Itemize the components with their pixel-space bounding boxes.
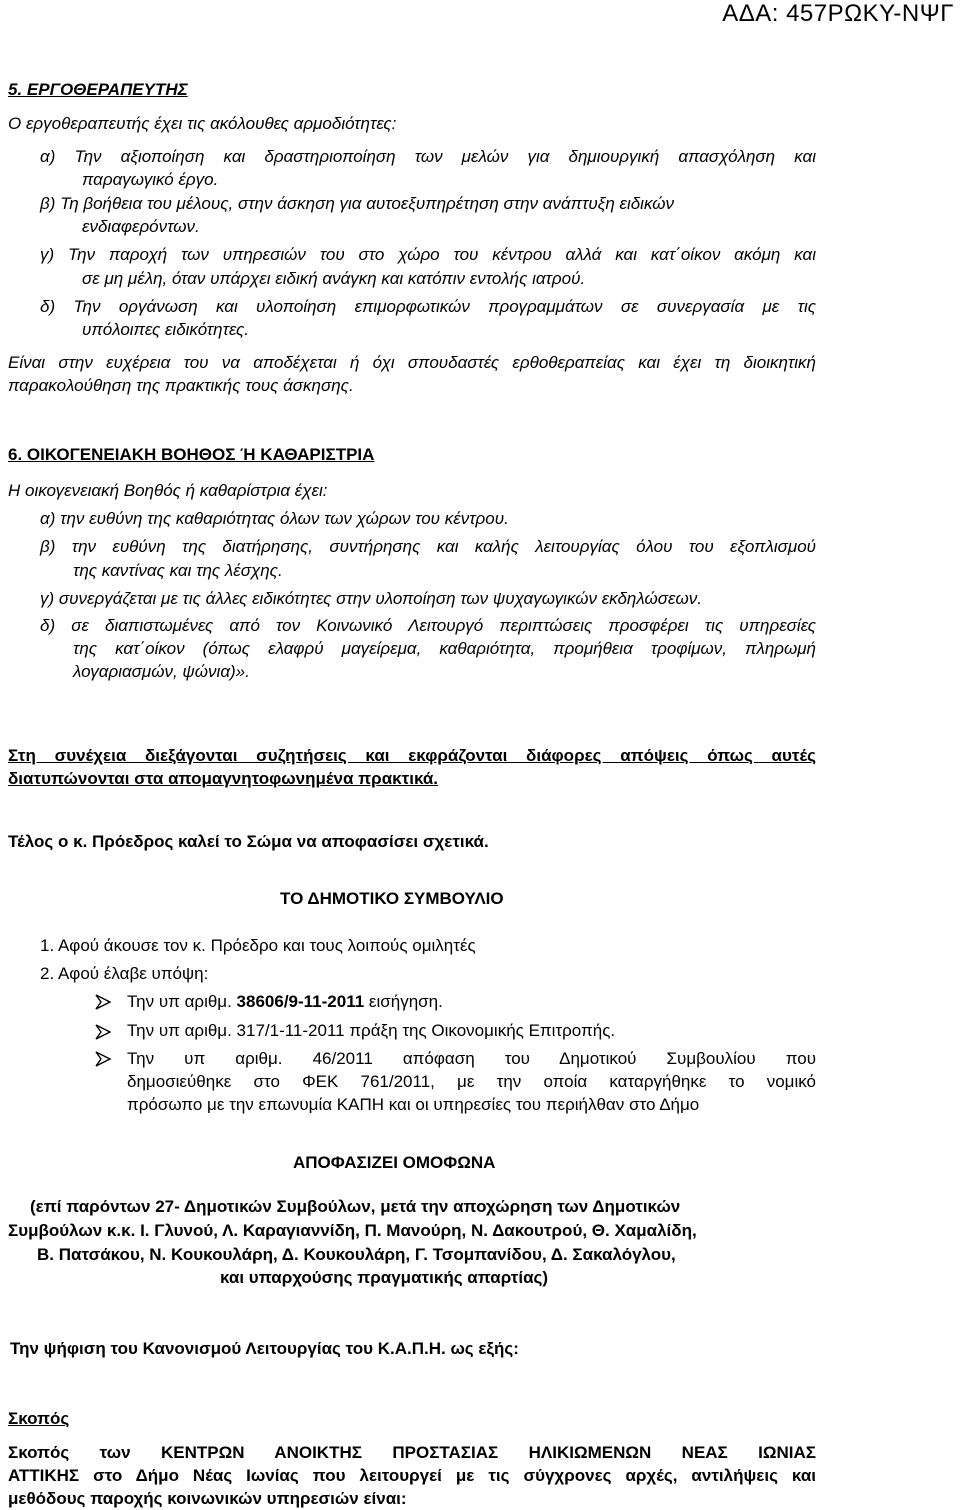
- bullet-1-text-pre: Την υπ αριθμ.: [127, 992, 237, 1011]
- section-5-item-c-line2: σε μη μέλη, όταν υπάρχει ειδική ανάγκη και κατόπιν εντολής ιατρού.: [82, 269, 586, 288]
- section-5-item-c-line1: γ) Την παροχή των υπηρεσιών του στο χώρο του κέντρου αλλά και κατ΄οίκον ακόμη και: [40, 245, 816, 264]
- council-item-1: 1. Αφού άκουσε τον κ. Πρόεδρο και τους λοιπούς ομιλητές: [40, 936, 476, 955]
- section-6-item-d-line1: δ) σε διαπιστωμένες από τον Κοινωνικό Λειτουργό περιπτώσεις προσφέρει τις υπηρεσίες: [40, 616, 816, 635]
- section-6-item-b-line1: β) την ευθύνη της διατήρησης, συντήρησης και καλής λειτουργίας όλου του εξοπλισμού: [40, 537, 816, 556]
- section-5-item-d-line2: υπόλοιπες ειδικότητες.: [82, 320, 249, 339]
- decision-line4: και υπαρχούσης πραγματικής απαρτίας): [220, 1268, 549, 1287]
- section-5-title: 5. ΕΡΓΟΘΕΡΑΠΕΥΤΗΣ: [8, 80, 188, 99]
- bullet-1-protocol-number: 38606/9-11-2011: [236, 992, 365, 1011]
- section-6-item-c: γ) συνεργάζεται με τις άλλες ειδικότητες στην υλοποίηση των ψυχαγωγικών εκδηλώσεων.: [40, 589, 702, 608]
- purpose-line3: μεθόδους παροχής κοινωνικών υπηρεσιών είναι:: [8, 1489, 407, 1508]
- section-5-paragraph-line1: Είναι στην ευχέρεια του να αποδέχεται ή όχι σπουδαστές ερθοθεραπείας και έχει τη διοικητική: [8, 353, 816, 372]
- council-bullet-3-line2: δημοσιεύθηκε στο ΦΕΚ 761/2011, με την οποία καταργήθηκε το νομικό: [127, 1072, 816, 1091]
- section-6-title: 6. ΟΙΚΟΓΕΝΕΙΑΚΗ ΒΟΗΘΟΣ Ή ΚΑΘΑΡΙΣΤΡΙΑ: [8, 445, 375, 464]
- decision-line3: Β. Πατσάκου, Ν. Κουκουλάρη, Δ. Κουκουλάρη, Γ. Τσομπανίδου, Δ. Σακαλόγλου,: [37, 1245, 676, 1264]
- section-5-intro: Ο εργοθεραπευτής έχει τις ακόλουθες αρμοδιότητες:: [8, 114, 397, 133]
- section-6-intro: Η οικογενειακή Βοηθός ή καθαρίστρια έχει:: [8, 481, 328, 500]
- discussion-line1: Στη συνέχεια διεξάγονται συζητήσεις και εκφράζονται διάφορες απόψεις όπως αυτές: [8, 746, 816, 765]
- council-bullet-1: [127, 992, 443, 1012]
- purpose-line1: Σκοπός των ΚΕΝΤΡΩΝ ΑΝΟΙΚΤΗΣ ΠΡΟΣΤΑΣΙΑΣ ΗΛΙΚΙΩΜΕΝΩΝ ΝΕΑΣ ΙΩΝΙΑΣ: [8, 1443, 816, 1462]
- council-title: ΤΟ ΔΗΜΟΤΙΚΟ ΣΥΜΒΟΥΛΙΟ: [280, 889, 504, 908]
- decision-line2: Συμβούλων κ.κ. Ι. Γλυνού, Λ. Καραγιαννίδη, Π. Μανούρη, Ν. Δακουτρού, Θ. Χαμαλίδη,: [8, 1221, 697, 1240]
- arrow-bullet-icon: [95, 1024, 111, 1040]
- arrow-bullet-icon: [95, 994, 111, 1010]
- council-bullet-2: Την υπ αριθμ. 317/1-11-2011 πράξη της Οικονομικής Επιτροπής.: [127, 1021, 616, 1040]
- discussion-line2: διατυπώνονται στα απομαγνητοφωνημένα πρακτικά.: [8, 769, 439, 788]
- section-5-item-a-line2: παραγωγικό έργο.: [82, 170, 219, 189]
- council-bullet-3-line3: πρόσωπο με την επωνυμία ΚΑΠΗ και οι υπηρεσίες του περιήλθαν στο Δήμο: [127, 1095, 700, 1114]
- purpose-line2: ΑΤΤΙΚΗΣ στο Δήμο Νέας Ιωνίας που λειτουργεί με τις σύγχρονες αρχές, αντιλήψεις και: [8, 1466, 816, 1485]
- bullet-1-text-post: εισήγηση.: [364, 992, 443, 1011]
- section-5-item-d-line1: δ) Την οργάνωση και υλοποίηση επιμορφωτικών προγραμμάτων σε συνεργασία με τις: [40, 297, 816, 316]
- council-item-2: 2. Αφού έλαβε υπόψη:: [40, 964, 209, 983]
- council-bullet-3-line1: Την υπ αριθμ. 46/2011 απόφαση του Δημοτικού Συμβουλίου που: [127, 1049, 816, 1068]
- arrow-bullet-icon: [95, 1051, 111, 1067]
- section-6-item-b-line2: της καντίνας και της λέσχης.: [73, 561, 283, 580]
- section-5-item-a-line1: α) Την αξιοποίηση και δραστηριοποίηση των μελών για δημιουργική απασχόληση και: [40, 147, 816, 166]
- document-id: ΑΔΑ: 457ΡΩΚΥ-ΝΨΓ: [722, 0, 954, 27]
- purpose-heading: Σκοπός: [8, 1409, 70, 1428]
- section-6-item-d-line2: της κατ΄οίκον (όπως ελαφρύ μαγείρεμα, καθαριότητα, προμήθεια τροφίμων, πληρωμή: [73, 639, 816, 658]
- vote-statement: Την ψήφιση του Κανονισμού Λειτουργίας του Κ.Α.Π.Η. ως εξής:: [10, 1339, 519, 1358]
- closing-sentence: Τέλος ο κ. Πρόεδρος καλεί το Σώμα να αποφασίσει σχετικά.: [8, 832, 489, 851]
- section-5-paragraph-line2: παρακολούθηση της πρακτικής τους άσκησης.: [8, 376, 354, 395]
- section-5-item-b-line2: ενδιαφερόντων.: [82, 217, 200, 236]
- section-5-item-b-line1: β) Τη βοήθεια του μέλους, στην άσκηση για αυτοεξυπηρέτηση στην ανάπτυξη ειδικών: [40, 194, 674, 213]
- decision-title: ΑΠΟΦΑΣΙΖΕΙ ΟΜΟΦΩΝΑ: [293, 1153, 496, 1172]
- decision-line1: (επί παρόντων 27- Δημοτικών Συμβούλων, μετά την αποχώρηση των Δημοτικών: [30, 1197, 681, 1216]
- section-6-item-d-line3: λογαριασμών, ψώνια)».: [73, 662, 250, 681]
- section-6-item-a: α) την ευθύνη της καθαριότητας όλων των χώρων του κέντρου.: [40, 509, 509, 528]
